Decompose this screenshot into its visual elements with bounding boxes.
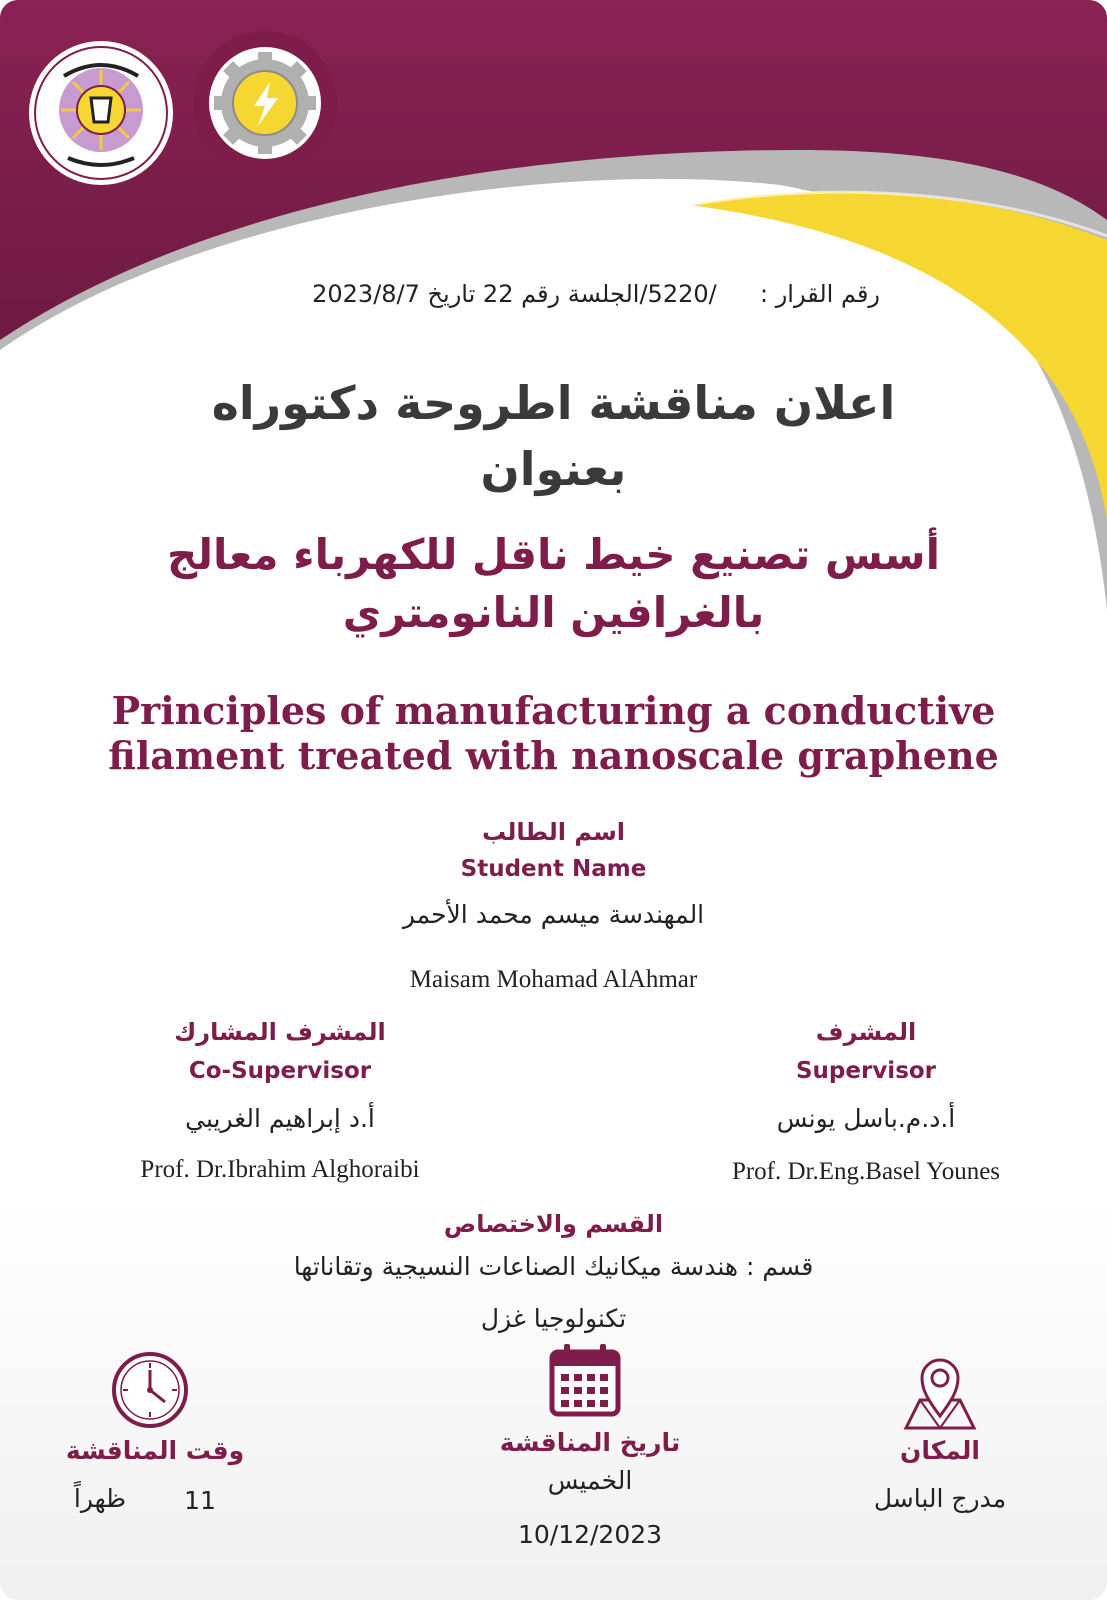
student-name-en: Maisam Mohamad AlAhmar [409, 966, 698, 993]
time-hour: 11 [184, 1486, 216, 1515]
student-label-en: Student Name [460, 856, 647, 882]
calendar-icon [548, 1342, 622, 1418]
thesis-title-ar-line2: بالغرافين النانومتري [342, 588, 765, 637]
co-supervisor-label-ar: المشرف المشارك [174, 1018, 386, 1046]
place-value: مدرج الباسل [873, 1484, 1007, 1513]
announcement-heading: اعلان مناقشة اطروحة دكتوراه [211, 376, 896, 430]
date-value: 10/12/2023 [517, 1520, 663, 1549]
decision-reference [300, 280, 880, 308]
thesis-title-en-line2: filament treated with nanoscale graphene [108, 733, 999, 778]
date-label: تاريخ المناقشة [499, 1428, 681, 1457]
place-label: المكان [900, 1436, 980, 1465]
thesis-title-ar-line1: أسس تصنيع خيط ناقل للكهرباء معالج [167, 530, 940, 579]
supervisor-label-en: Supervisor [795, 1058, 937, 1084]
department-line2: تكنولوجيا غزل [480, 1304, 627, 1333]
department-label: القسم والاختصاص [443, 1210, 664, 1238]
map-pin-icon [900, 1350, 980, 1430]
time-period: ظهراً [73, 1484, 127, 1513]
student-name-ar: المهندسة ميسم محمد الأحمر [402, 900, 705, 929]
faculty-gear-seal-logo [192, 30, 338, 176]
department-line1: قسم : هندسة ميكانيك الصناعات النسيجية وتقاناتها [293, 1252, 814, 1281]
co-supervisor-label-en: Co-Supervisor [188, 1058, 372, 1084]
co-supervisor-name-ar: أ.د إبراهيم الغريبي [185, 1104, 375, 1133]
student-label-ar: اسم الطالب [481, 818, 626, 846]
thesis-title-en-line1: Principles of manufacturing a conductive [111, 688, 996, 733]
time-label: وقت المناقشة [65, 1436, 245, 1465]
clock-icon [110, 1350, 190, 1430]
supervisor-name-en: Prof. Dr.Eng.Basel Younes [731, 1158, 1001, 1185]
announcement-subheading: بعنوان [480, 442, 627, 496]
decision-value: /5220/الجلسة رقم 22 تاريخ 2023/8/7 [312, 280, 717, 308]
date-day: الخميس [547, 1466, 633, 1495]
supervisor-name-ar: أ.د.م.باسل يونس [776, 1104, 956, 1133]
university-seal-logo [28, 40, 174, 186]
co-supervisor-name-en: Prof. Dr.Ibrahim Alghoraibi [140, 1156, 420, 1183]
supervisor-label-ar: المشرف [815, 1018, 917, 1046]
decision-label: رقم القرار : [760, 280, 880, 308]
